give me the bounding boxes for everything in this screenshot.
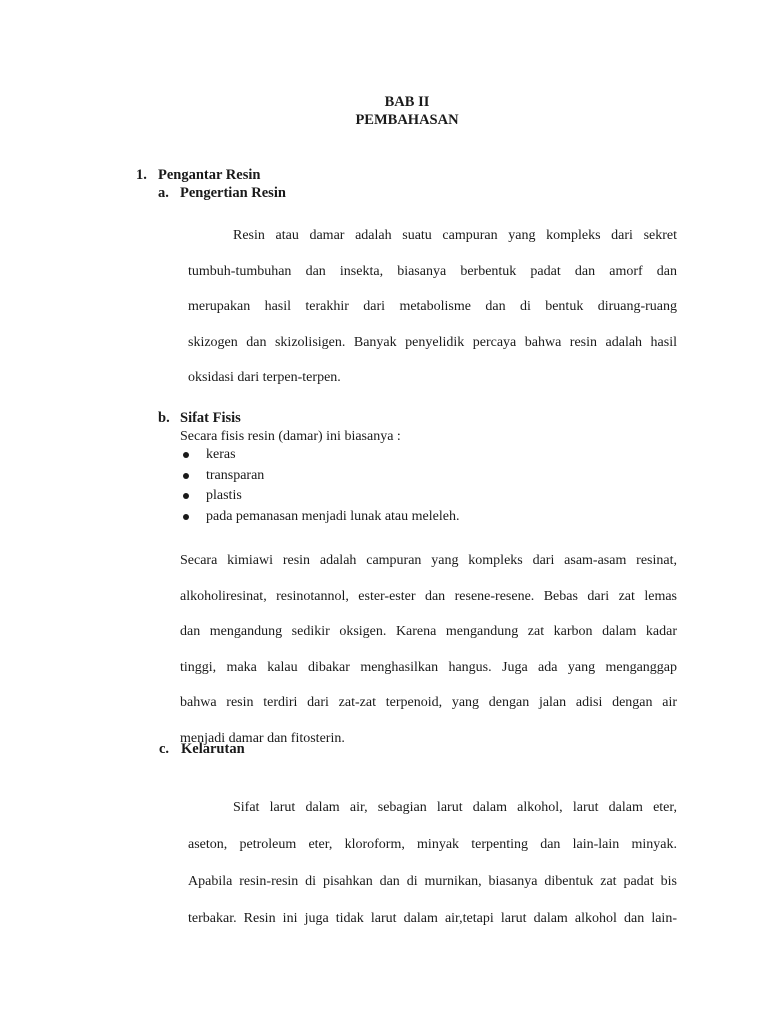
paragraph-line: tumbuh-tumbuhan dan insekta, biasanya berbentuk padat dan amorf dan [188, 263, 677, 279]
bullet-icon [183, 452, 189, 458]
sifat-fisis-intro: Secara fisis resin (damar) ini biasanya : [180, 429, 401, 444]
list-item [180, 466, 459, 487]
paragraph-kimiawi [180, 543, 677, 756]
paragraph-line: Secara kimiawi resin adalah campuran yang kompleks dari asam-asam resinat, [180, 553, 677, 568]
paragraph-line: alkoholiresinat, resinotannol, ester-ester dan resene-resene. Bebas dari zat lemas [180, 588, 677, 604]
list-item-text: keras [206, 447, 236, 462]
list-item-text: plastis [206, 488, 242, 503]
subsection-c-heading [159, 740, 245, 758]
paragraph-line: Resin atau damar adalah suatu campuran yang kompleks dari sekret [233, 228, 677, 243]
paragraph-line: skizogen dan skizolisigen. Banyak penyelidik percaya bahwa resin adalah hasil [188, 334, 677, 350]
section-1-number: 1. [136, 167, 147, 183]
section-1-title: Pengantar Resin [158, 167, 261, 183]
subsection-a-letter: a. [158, 185, 169, 201]
section-1-heading [136, 166, 260, 184]
subsection-b-letter: b. [158, 410, 170, 426]
subsection-b-heading [158, 409, 241, 427]
sifat-fisis-list [180, 445, 459, 527]
paragraph-line: Sifat larut dalam air, sebagian larut dalam alkohol, larut dalam eter, [233, 800, 677, 815]
list-item [180, 507, 459, 528]
subsection-b-title: Sifat Fisis [180, 410, 241, 426]
subsection-a-title: Pengertian Resin [180, 185, 286, 201]
list-item [180, 486, 459, 507]
paragraph-line: menjadi damar dan fitosterin. [180, 730, 345, 746]
paragraph-line: bahwa resin terdiri dari zat-zat terpenoid, yang dengan jalan adisi dengan air [180, 695, 677, 710]
chapter-label: BAB II [384, 94, 430, 110]
chapter-title: PEMBAHASAN [355, 112, 459, 128]
paragraph-line: Apabila resin-resin di pisahkan dan di murnikan, biasanya dibentuk zat padat bis [188, 874, 677, 889]
paragraph-line: dan mengandung sedikir oksigen. Karena mengandung zat karbon dalam kadar [180, 624, 677, 639]
paragraph-line: merupakan hasil terakhir dari metabolisme dan di bentuk diruang-ruang [188, 299, 677, 314]
paragraph-line: oksidasi dari terpen-terpen. [188, 370, 341, 385]
paragraph-line: tinggi, maka kalau dibakar menghasilkan hangus. Juga ada yang menganggap [180, 659, 677, 675]
bullet-icon [183, 493, 189, 499]
paragraph-kelarutan [188, 789, 677, 937]
paragraph-line: terbakar. Resin ini juga tidak larut dalam air,tetapi larut dalam alkohol dan lain- [188, 911, 677, 926]
paragraph-line: aseton, petroleum eter, kloroform, minyak terpenting dan lain-lain minyak. [188, 837, 677, 852]
list-item-text: transparan [206, 467, 265, 483]
bullet-icon [183, 514, 189, 520]
list-item [180, 445, 459, 466]
bullet-icon [183, 473, 189, 479]
subsection-c-title: Kelarutan [181, 741, 245, 757]
subsection-a-heading [158, 184, 286, 202]
list-item-text: pada pemanasan menjadi lunak atau meleleh. [206, 508, 460, 524]
subsection-c-letter: c. [159, 741, 170, 757]
paragraph-pengertian [188, 218, 677, 396]
